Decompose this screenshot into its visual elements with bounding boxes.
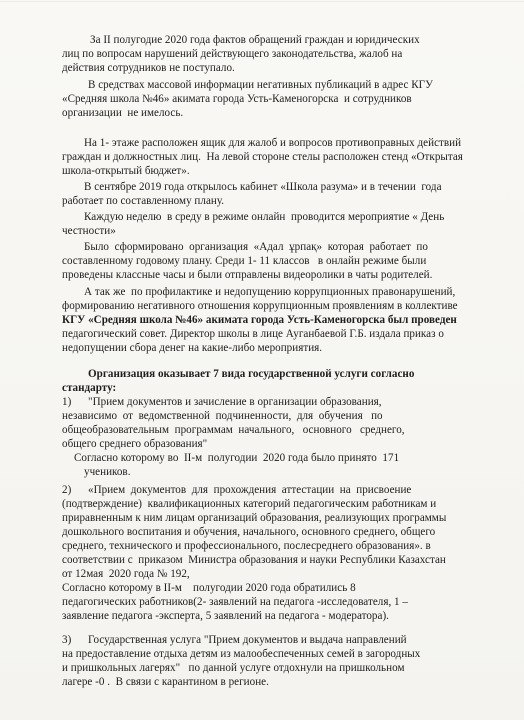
text-line: и пришкольных лагерях" по данной услуге отдохнули на пришкольном (62, 662, 405, 674)
text-line: Согласно которому во II-м полугодии 2020 года было принято 171 (74, 452, 400, 464)
text-line: на предоставление отдыха детям из малообеспеченных семей в загородных (62, 648, 421, 660)
text-line: педагогических работников(2- заявлений на педагога -исследователя, 1 – (62, 596, 408, 608)
text-line: общего среднего образования" (62, 438, 208, 450)
text-line: педагогический совет. Директор школы в лице Ауганбаевой Г.Б. издала приказ о (62, 328, 444, 340)
text-line: действия сотрудников не поступало. (62, 62, 235, 74)
text-line: среднего, технического и профессионального, послесреднего образования». в (62, 540, 431, 552)
text-line: составленному годовому плану. Среди 1- 11 классов в онлайн режиме были (62, 255, 427, 267)
text-line: Каждую неделю в среду в режиме онлайн проводится мероприятие « День (84, 211, 445, 223)
text-line: 3) Государственная услуга "Прием документов и выдача направлений (62, 634, 407, 646)
text-line: А так же по профилактике и недопущению коррупционных правонарушений, (84, 286, 456, 298)
text-line: В сентябре 2019 года открылось кабинет «Школа разума» и в течении года (84, 181, 442, 193)
text-line: школа-открытый бюджет». (62, 165, 190, 177)
text-line: общеобразовательным программам начального, основного среднего, (62, 424, 405, 436)
text-line: Было сформировано организация «Адал ұрпақ» которая работает по (84, 241, 428, 253)
text-line: работает по составленному плану. (62, 195, 225, 207)
text-line: 2) «Прием документов для прохождения аттестации на присвоение (62, 484, 412, 496)
text-line: На 1- этаже расположен ящик для жалоб и вопросов противоправных действий (84, 137, 462, 149)
text-line: лагере -0 . В связи с карантином в регионе. (62, 676, 269, 688)
text-line: «Средняя школа №46» акимата города Усть-Каменогорска и сотрудников (62, 93, 412, 105)
text-line: (подтверждение) квалификационных категорий педагогическим работникам и (62, 498, 437, 510)
text-line: заявление педагога -эксперта, 5 заявлений на педагога - модератора). (62, 610, 389, 622)
text-line: честности» (62, 225, 116, 237)
text-line-bold: КГУ «Средняя школа №46» акимата города Усть-Каменогорска был проведен (62, 314, 457, 326)
text-line-bold: Организация оказывает 7 вида государственной услуги согласно (88, 368, 415, 380)
text-line: дошкольного воспитания и обучения, начального, основного среднего, общего (62, 526, 436, 538)
text-line: соответствии с приказом Министра образования и науки Республики Казахстан (62, 554, 446, 566)
scan-edge-top (0, 1, 524, 2)
text-line: независимо от ведомственной подчиненности, для обучения по (62, 410, 383, 422)
text-line: Согласно которому в II-м полугодии 2020 года обратились 8 (62, 582, 356, 594)
text-line: от 12мая 2020 года № 192, (62, 568, 190, 580)
text-line: приравненным к ним лицам организаций образования, реализующих программы (62, 512, 447, 524)
text-line: учеников. (84, 466, 131, 478)
text-line: В средствах массовой информации негативных публикаций в адрес КГУ (88, 79, 433, 91)
text-line-bold: стандарту: (62, 382, 117, 394)
text-line: недопущении сбора денег на какие-либо мероприятия. (62, 342, 323, 354)
text-line: проведены классные часы и были отправлены видеоролики в чаты родителей. (62, 269, 433, 281)
text-line: формированию негативного отношения коррупционным проявлениям в коллективе (62, 300, 458, 312)
text-line: граждан и должностных лиц. На левой стороне стелы расположен стенд «Открытая (62, 151, 463, 163)
text-line: организации не имелось. (62, 107, 184, 119)
text-line: 1) "Прием документов и зачисление в организации образования, (62, 396, 382, 408)
text-line: За II полугодие 2020 года фактов обращений граждан и юридических (90, 34, 420, 46)
text-line: лиц по вопросам нарушений действующего законодательства, жалоб на (62, 48, 403, 60)
